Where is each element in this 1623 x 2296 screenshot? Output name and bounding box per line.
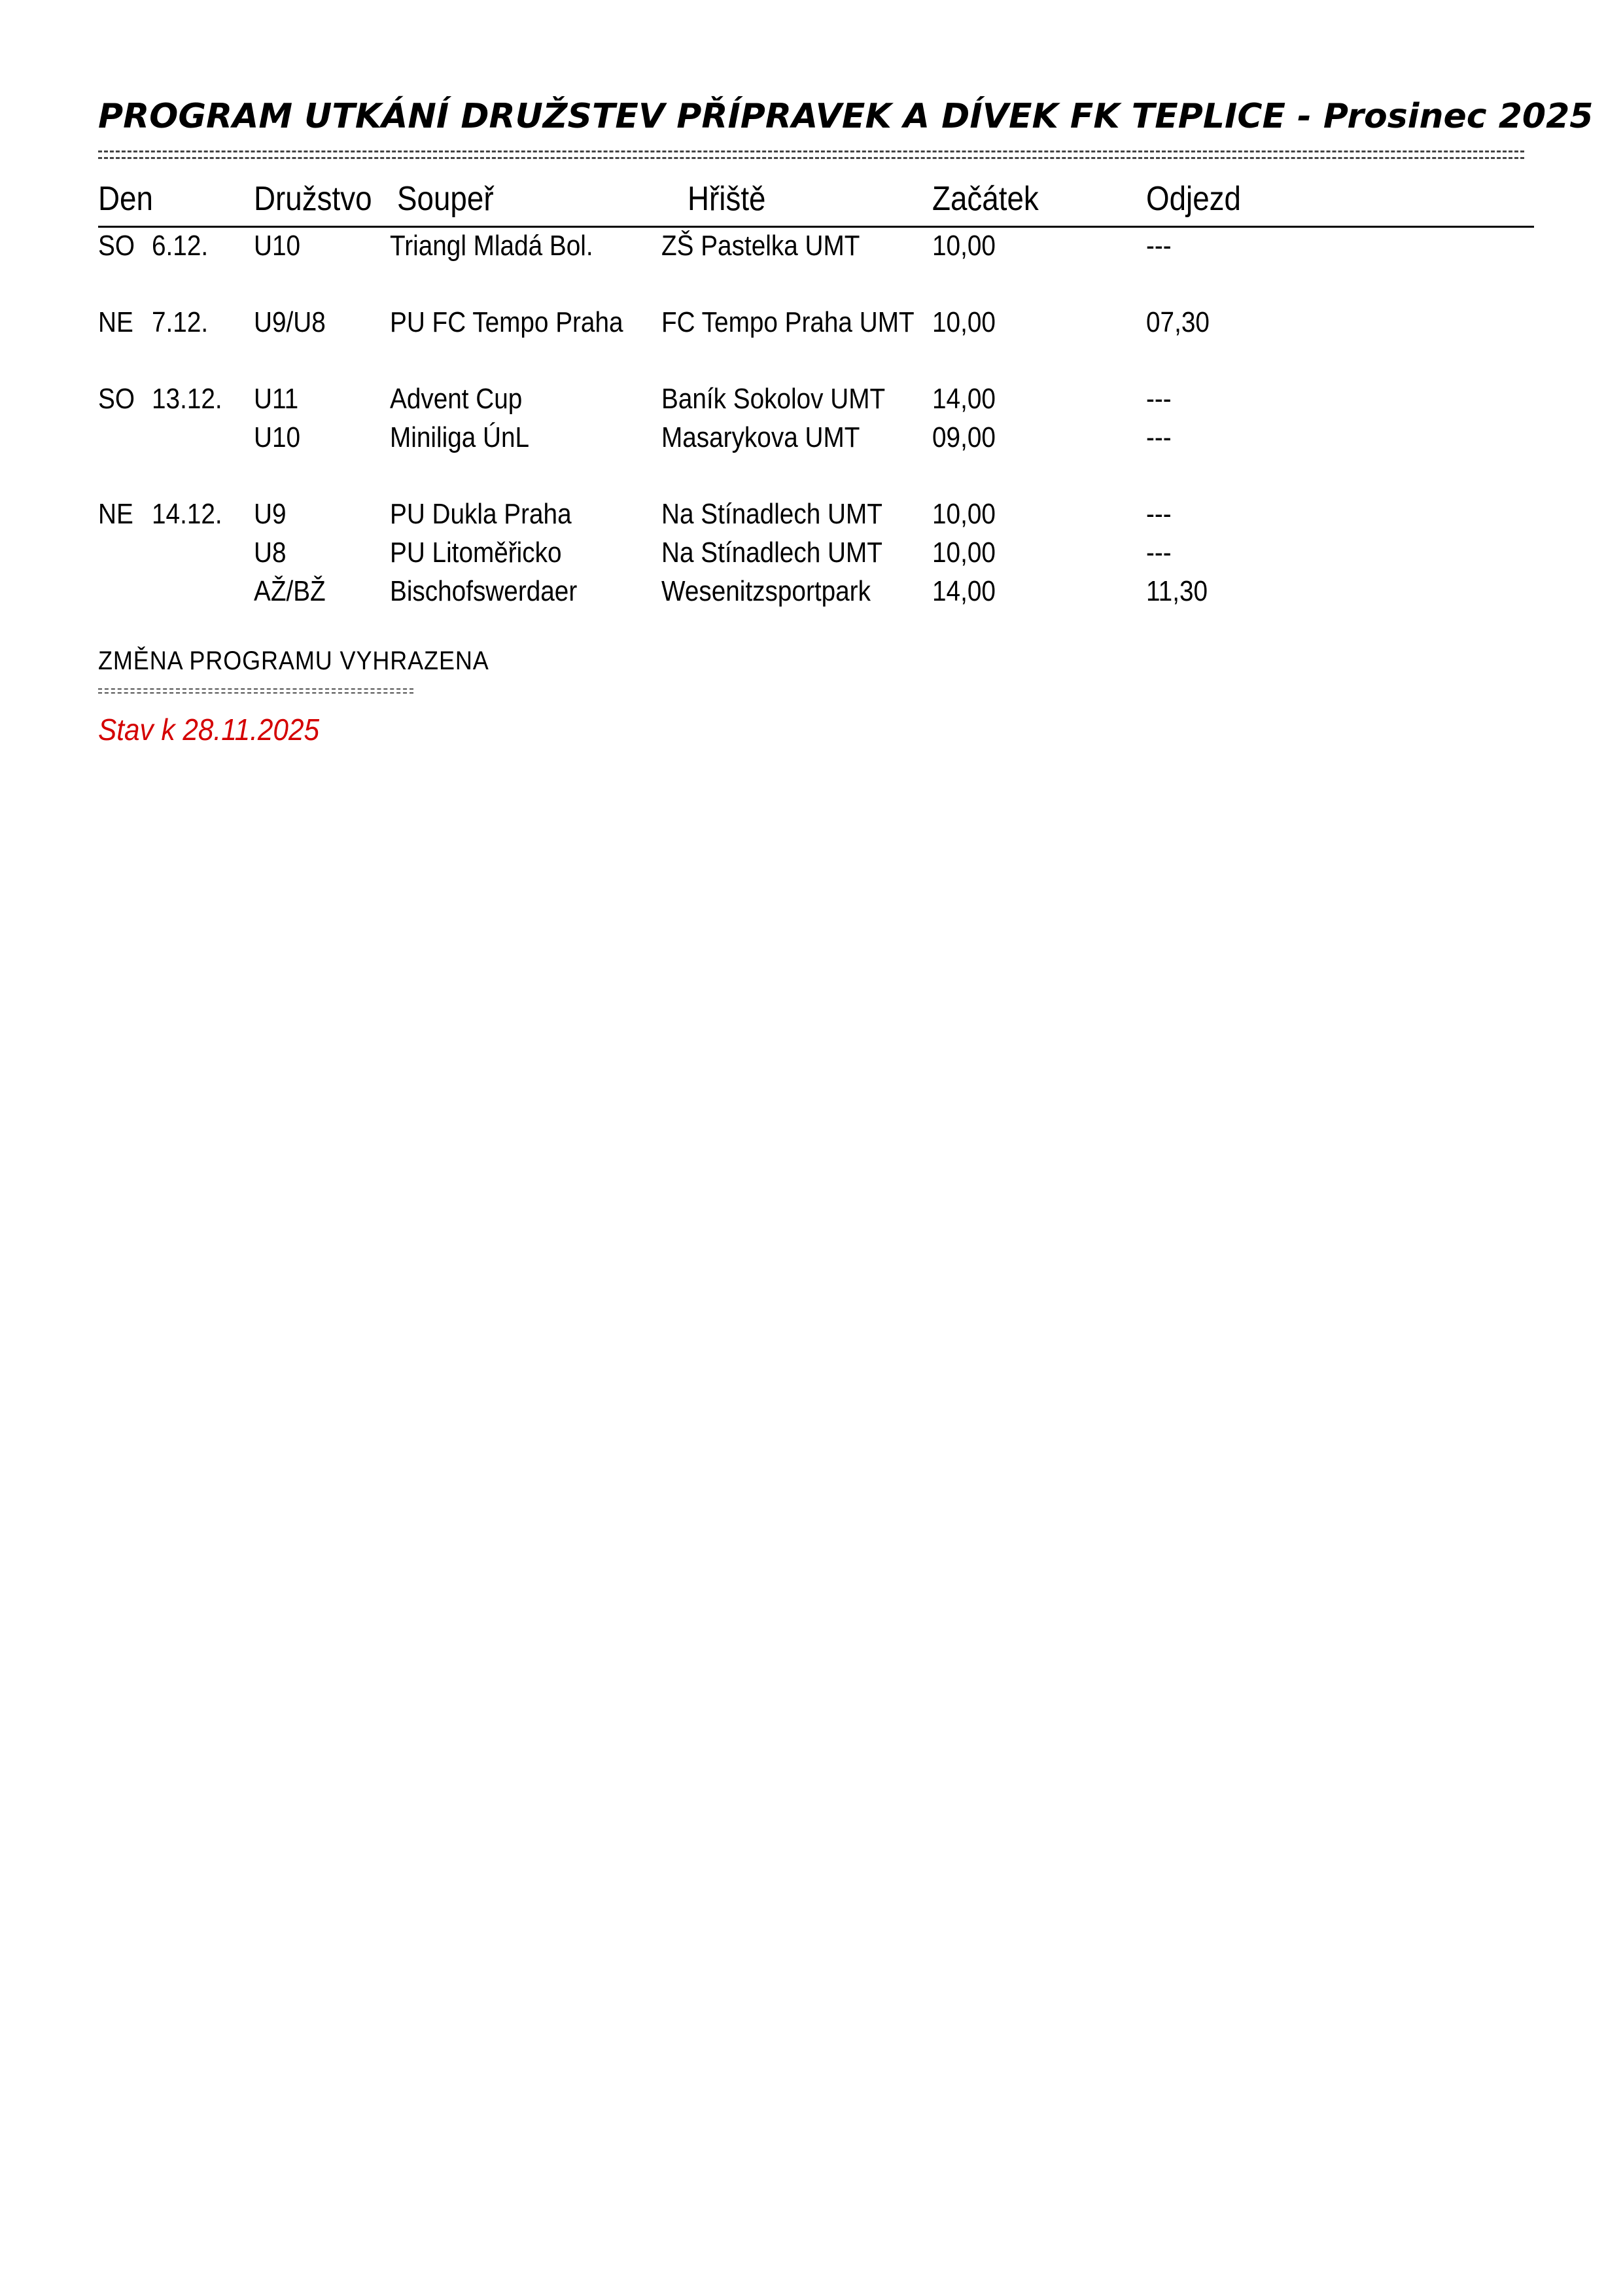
row-opponent: Triangl Mladá Bol. <box>390 230 593 262</box>
program-change-note: ZMĚNA PROGRAMU VYHRAZENA <box>98 646 489 675</box>
row-departure: 07,30 <box>1146 306 1210 338</box>
row-day: NE <box>98 498 133 530</box>
row-team: AŽ/BŽ <box>254 575 326 607</box>
row-team: U9/U8 <box>254 306 326 338</box>
row-departure: --- <box>1146 383 1172 415</box>
row-departure: --- <box>1146 537 1172 569</box>
row-venue: Baník Sokolov UMT <box>661 383 886 415</box>
row-date: 13.12. <box>152 383 222 415</box>
title-rule-line-bottom <box>98 157 1524 159</box>
row-start: 10,00 <box>932 306 996 338</box>
row-team: U9 <box>254 498 287 530</box>
row-start: 14,00 <box>932 575 996 607</box>
row-start: 09,00 <box>932 421 996 453</box>
row-start: 10,00 <box>932 230 996 262</box>
row-venue: FC Tempo Praha UMT <box>661 306 915 338</box>
row-venue: Wesenitzsportpark <box>661 575 871 607</box>
row-venue: Masarykova UMT <box>661 421 860 453</box>
note-rule-line-top <box>98 688 413 690</box>
row-opponent: PU Dukla Praha <box>390 498 572 530</box>
row-team: U10 <box>254 421 301 453</box>
row-departure: 11,30 <box>1146 575 1208 607</box>
row-venue: Na Stínadlech UMT <box>661 498 882 530</box>
row-team: U10 <box>254 230 301 262</box>
row-opponent: PU Litoměřicko <box>390 537 562 569</box>
title-rule-line-top <box>98 150 1524 152</box>
column-header-souper: Soupeř <box>397 180 494 218</box>
row-day: SO <box>98 230 135 262</box>
title-double-rule <box>98 149 1524 162</box>
row-departure: --- <box>1146 230 1172 262</box>
note-rule-line-bottom <box>98 692 413 694</box>
row-team: U11 <box>254 383 299 415</box>
row-departure: --- <box>1146 498 1172 530</box>
row-opponent: Miniliga ÚnL <box>390 421 530 453</box>
column-header-odjezd: Odjezd <box>1146 180 1241 218</box>
column-header-hriste: Hřiště <box>688 180 766 218</box>
row-opponent: PU FC Tempo Praha <box>390 306 623 338</box>
row-venue: ZŠ Pastelka UMT <box>661 230 860 262</box>
column-header-den: Den <box>98 180 153 218</box>
row-day: SO <box>98 383 135 415</box>
row-start: 14,00 <box>932 383 996 415</box>
row-opponent: Bischofswerdaer <box>390 575 578 607</box>
row-departure: --- <box>1146 421 1172 453</box>
row-start: 10,00 <box>932 498 996 530</box>
header-underline <box>98 226 1534 228</box>
column-header-zacatek: Začátek <box>932 180 1039 218</box>
row-date: 14.12. <box>152 498 222 530</box>
row-date: 6.12. <box>152 230 209 262</box>
status-date: Stav k 28.11.2025 <box>98 713 320 747</box>
row-opponent: Advent Cup <box>390 383 523 415</box>
page-title: PROGRAM UTKÁNÍ DRUŽSTEV PŘÍPRAVEK A DÍVEK FK TEPLICE - Prosinec 2025 <box>98 97 1594 136</box>
row-team: U8 <box>254 537 287 569</box>
row-venue: Na Stínadlech UMT <box>661 537 882 569</box>
row-day: NE <box>98 306 133 338</box>
note-double-rule <box>98 688 413 694</box>
column-header-druzstvo: Družstvo <box>254 180 372 218</box>
row-start: 10,00 <box>932 537 996 569</box>
row-date: 7.12. <box>152 306 209 338</box>
